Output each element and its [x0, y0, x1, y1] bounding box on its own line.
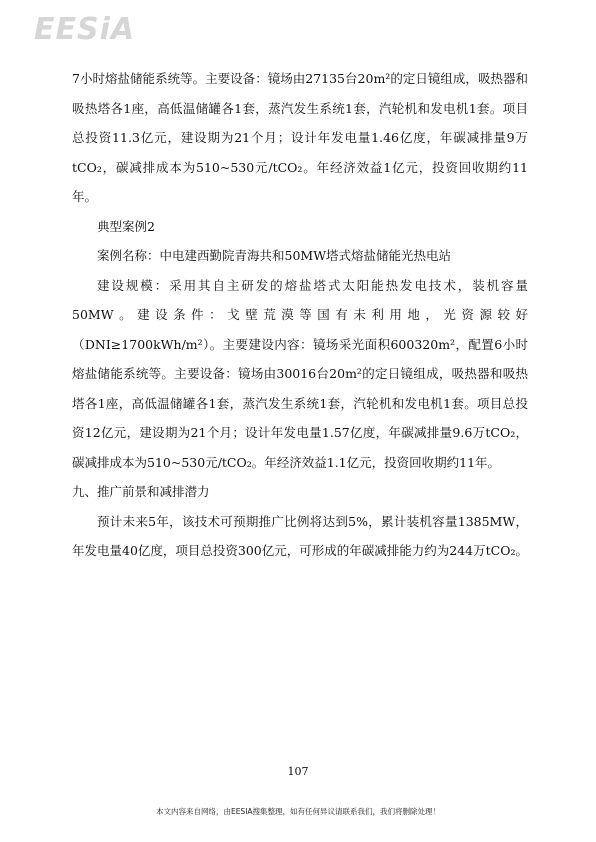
case2-name: 案例名称：中电建西勤院青海共和50MW塔式熔盐储能光热电站 [97, 248, 452, 263]
document-body [72, 64, 528, 566]
case2-title: 典型案例2 [97, 218, 155, 234]
footer-disclaimer: 本文内容来自网络，由EESIA搜集整理，如有任何异议请联系我们，我们将删除处理！ [155, 807, 441, 816]
eesia-logo: EESiA [34, 12, 136, 47]
paragraph-case1-continued: 7小时熔盐储能系统等。主要设备：镜场由27135台20m²的定日镜组成，吸热器和吸热塔各1座，高低温储罐各1套，蒸汽发生系统1套，汽轮机和发电机1套。项目总投资11.3亿元，建设期为21个月；设计年发电量1.46亿度，年碳减排量9万tCO₂，碳减排成本为510~530元/tCO₂。年经济效益1亿元，投资回收期约11年。 [72, 71, 528, 204]
section9-title: 九、推广前景和减排潜力 [72, 484, 210, 499]
page-number: 107 [287, 765, 309, 778]
case2-body: 建设规模：采用其自主研发的熔盐塔式太阳能热发电技术，装机容量 50MW。建设条件：戈壁荒漠等国有未利用地，光资源较好（DNI≥1700kWh/m²）。主要建设内容：镜场采光面积600320m²，配置6小时熔盐储能系统等。主要设备：镜场由30016台20m²的定日镜组成，吸热器和吸热塔各1座，高低温储罐各1套，蒸汽发生系统1套，汽轮机和发电机1套。项目总投资12亿元，建设期为21个月；设计年发电量1.57亿度，年碳减排量9.6万tCO₂，碳减排成本为510~530元/tCO₂。年经济效益1.1亿元，投资回收期约11年。 [72, 277, 528, 470]
section9-body: 预计未来5年，该技术可预期推广比例将达到5%，累计装机容量1385MW，年发电量40亿度，项目总投资300亿元，可形成的年碳减排能力约为244万tCO₂。 [72, 513, 528, 558]
